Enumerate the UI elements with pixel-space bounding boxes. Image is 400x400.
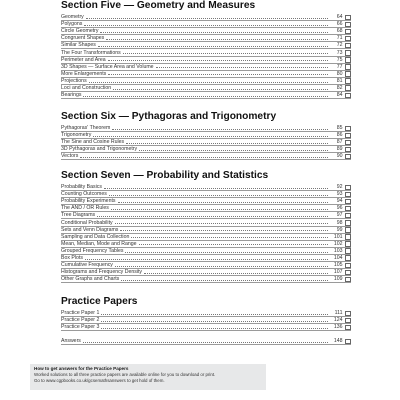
entry-label: The Sine and Cosine Rules (61, 139, 125, 146)
dot-leader (115, 266, 328, 267)
entry-label: Box Plots (61, 255, 83, 262)
dot-leader (118, 202, 328, 203)
toc-entry[interactable] (61, 139, 351, 146)
section-five (61, 0, 351, 99)
tick-box[interactable] (345, 339, 352, 345)
contents-page (61, 0, 351, 400)
entry-label: Bearings (61, 92, 82, 99)
toc-entry[interactable] (61, 184, 351, 191)
entry-page: 97 (336, 212, 343, 219)
toc-entry[interactable] (61, 198, 351, 205)
toc-entry[interactable] (61, 35, 351, 42)
entry-page: 80 (336, 70, 343, 77)
dot-leader (98, 46, 328, 47)
entry-page: 104 (333, 255, 343, 262)
entry-page: 75 (336, 56, 343, 63)
entry-page: 101 (333, 233, 343, 240)
toc-entry[interactable] (61, 227, 351, 234)
dot-leader (89, 82, 328, 83)
dot-leader (139, 244, 328, 245)
tick-box[interactable] (345, 227, 352, 233)
dot-leader (104, 188, 328, 189)
entry-page: 111 (334, 310, 343, 317)
entry-page: 98 (336, 219, 343, 226)
entry-label: Conditional Probability (61, 219, 113, 226)
entry-label: Grouped Frequency Tables (61, 247, 124, 254)
dot-leader (121, 280, 327, 281)
entry-label: Mean, Median, Mode and Range (61, 240, 137, 247)
entry-page: 86 (336, 132, 343, 139)
entry-page: 93 (336, 191, 343, 198)
section-title: Practice Papers (61, 296, 138, 307)
entry-label: Congruent Shapes (61, 35, 105, 42)
entry-page: 87 (336, 139, 343, 146)
dot-leader (112, 129, 327, 130)
toc-entry[interactable] (61, 324, 351, 331)
toc-entry[interactable] (61, 276, 351, 283)
entry-page: 96 (336, 205, 343, 212)
dot-leader (115, 223, 328, 224)
entry-label: Practice Paper 3 (61, 324, 100, 331)
toc-entry[interactable] (61, 212, 351, 219)
toc-entry[interactable] (61, 21, 351, 28)
toc-entry[interactable] (61, 262, 351, 269)
entry-label: Probability Basics (61, 184, 102, 191)
toc-entry[interactable] (61, 92, 351, 99)
entry-page: 77 (336, 63, 343, 70)
entry-page: 124 (333, 317, 343, 324)
tick-box[interactable] (345, 263, 352, 269)
entry-page: 66 (336, 21, 343, 28)
info-box-line: Go to www.cgpbooks.co.uk/gcsemathsanswers to get hold of them. (34, 377, 165, 383)
entry-page: 73 (336, 49, 343, 56)
dot-leader (109, 195, 328, 196)
tick-box[interactable] (345, 220, 352, 226)
section-six (61, 111, 351, 160)
dot-leader (93, 136, 327, 137)
toc-entry[interactable] (61, 241, 351, 248)
section-title: Section Six — Pythagoras and Trigonometry (61, 111, 277, 122)
toc-entry[interactable] (61, 85, 351, 92)
entry-label: Sets and Venn Diagrams (61, 226, 119, 233)
toc-entry[interactable] (61, 248, 351, 255)
toc-entry[interactable] (61, 14, 351, 21)
dot-leader (101, 321, 327, 322)
tick-box[interactable] (345, 133, 352, 139)
toc-entry[interactable] (61, 219, 351, 226)
dot-leader (113, 89, 327, 90)
practice-papers-section (61, 296, 351, 331)
tick-box[interactable] (345, 248, 352, 254)
tick-box[interactable] (345, 71, 352, 77)
tick-box[interactable] (345, 206, 352, 212)
entry-label: Counting Outcomes (61, 191, 107, 198)
answers-section (61, 338, 351, 345)
entry-page: 105 (333, 262, 343, 269)
dot-leader (97, 216, 327, 217)
toc-entry[interactable] (61, 146, 351, 153)
toc-entry[interactable] (61, 191, 351, 198)
entry-label: More Enlargements (61, 70, 107, 77)
tick-box[interactable] (345, 234, 352, 240)
tick-box[interactable] (345, 147, 352, 153)
entry-label: Vectors (61, 153, 79, 160)
entry-page: 109 (333, 276, 343, 283)
entry-label: Cumulative Frequency (61, 262, 113, 269)
entry-label: 3D Pythagoras and Trigonometry (61, 146, 138, 153)
toc-entry[interactable] (61, 234, 351, 241)
entry-list (61, 14, 351, 99)
toc-entry[interactable] (61, 310, 351, 317)
section-seven (61, 170, 351, 283)
tick-box[interactable] (345, 318, 352, 324)
toc-entry[interactable] (61, 317, 351, 324)
toc-entry[interactable] (61, 57, 351, 64)
entry-label: Answers (61, 338, 81, 345)
tick-box[interactable] (345, 43, 352, 49)
entry-label: Practice Paper 2 (61, 317, 100, 324)
dot-leader (83, 342, 328, 343)
toc-entry[interactable] (61, 71, 351, 78)
entry-label: Pythagoras' Theorem (61, 125, 111, 132)
entry-list (61, 125, 351, 160)
dot-leader (131, 237, 327, 238)
dot-leader (126, 143, 327, 144)
toc-entry[interactable] (61, 205, 351, 212)
tick-box[interactable] (345, 64, 352, 70)
entry-label: 3D Shapes — Surface Area and Volume (61, 63, 154, 70)
entry-page: 64 (336, 14, 343, 21)
tick-box[interactable] (345, 325, 352, 331)
entry-label: Circle Geometry (61, 28, 99, 35)
entry-label: Practice Paper 1 (61, 310, 100, 317)
toc-entry[interactable] (61, 28, 351, 35)
entry-page: 68 (336, 28, 343, 35)
tick-box[interactable] (345, 29, 352, 35)
entry-page: 89 (336, 146, 343, 153)
tick-box[interactable] (345, 185, 352, 191)
entry-label: Loci and Construction (61, 85, 112, 92)
entry-label: Geometry (61, 14, 84, 21)
entry-label: Perimeter and Area (61, 56, 106, 63)
dot-leader (108, 74, 327, 75)
dot-leader (108, 60, 328, 61)
tick-box[interactable] (345, 57, 352, 63)
entry-page: 81 (336, 77, 343, 84)
tick-box[interactable] (345, 93, 352, 99)
tick-box[interactable] (345, 36, 352, 42)
toc-entry[interactable] (61, 153, 351, 160)
section-title: Section Seven — Probability and Statistics (61, 170, 269, 181)
toc-entry[interactable] (61, 125, 351, 132)
entry-page: 90 (336, 153, 343, 160)
tick-box[interactable] (345, 277, 352, 283)
toc-entry[interactable] (61, 338, 351, 345)
tick-box[interactable] (345, 213, 352, 219)
entry-label: Tree Diagrams (61, 212, 96, 219)
entry-page: 102 (333, 240, 343, 247)
entry-page: 71 (336, 35, 343, 42)
entry-page: 84 (336, 92, 343, 99)
entry-page: 103 (333, 247, 343, 254)
toc-entry[interactable] (61, 78, 351, 85)
entry-page: 92 (336, 184, 343, 191)
entry-list (61, 310, 351, 331)
entry-page: 72 (336, 42, 343, 49)
entry-label: The Four Transformations (61, 49, 121, 56)
dot-leader (101, 314, 327, 315)
entry-page: 99 (336, 226, 343, 233)
entry-page: 85 (336, 125, 343, 132)
dot-leader (111, 209, 328, 210)
entry-label: Trigonometry (61, 132, 92, 139)
toc-entry[interactable] (61, 255, 351, 262)
dot-leader (83, 96, 327, 97)
tick-box[interactable] (345, 140, 352, 146)
tick-box[interactable] (345, 85, 352, 91)
tick-box[interactable] (345, 50, 352, 56)
entry-label: The AND / OR Rules (61, 205, 109, 212)
entry-label: Sampling and Data Collection (61, 233, 130, 240)
tick-box[interactable] (345, 255, 352, 261)
dot-leader (156, 67, 328, 68)
dot-leader (86, 18, 328, 19)
entry-label: Histograms and Frequency Density (61, 269, 143, 276)
tick-box[interactable] (345, 126, 352, 132)
tick-box[interactable] (345, 192, 352, 198)
entry-page: 94 (336, 198, 343, 205)
toc-entry[interactable] (61, 49, 351, 56)
toc-entry[interactable] (61, 42, 351, 49)
tick-box[interactable] (345, 311, 352, 317)
dot-leader (84, 25, 327, 26)
tick-box[interactable] (345, 199, 352, 205)
entry-page: 82 (336, 85, 343, 92)
entry-page: 148 (333, 338, 343, 345)
entry-page: 107 (333, 269, 343, 276)
toc-entry[interactable] (61, 269, 351, 276)
dot-leader (80, 157, 327, 158)
tick-box[interactable] (345, 15, 352, 21)
entry-label: Polygons (61, 21, 83, 28)
dot-leader (100, 32, 327, 33)
dot-leader (101, 328, 327, 329)
tick-box[interactable] (345, 270, 352, 276)
toc-entry[interactable] (61, 64, 351, 71)
entry-label: Similar Shapes (61, 42, 96, 49)
dot-leader (120, 230, 327, 231)
dot-leader (139, 150, 327, 151)
entry-label: Projections (61, 77, 87, 84)
info-box-title: How to get answers for the Practice Papers (34, 366, 129, 371)
entry-page: 136 (333, 324, 343, 331)
tick-box[interactable] (345, 22, 352, 28)
toc-entry[interactable] (61, 132, 351, 139)
dot-leader (125, 252, 327, 253)
answers-info-box (30, 364, 266, 390)
info-box-line: Worked solutions to all three practice papers are available online for you to download or print. (34, 372, 216, 377)
dot-leader (85, 259, 328, 260)
dot-leader (144, 273, 327, 274)
tick-box[interactable] (345, 241, 352, 247)
entry-label: Probability Experiments (61, 198, 116, 205)
entry-label: Other Graphs and Charts (61, 276, 120, 283)
section-title: Section Five — Geometry and Measures (61, 0, 256, 11)
dot-leader (106, 39, 327, 40)
tick-box[interactable] (345, 78, 352, 84)
tick-box[interactable] (345, 154, 352, 160)
dot-leader (123, 53, 328, 54)
entry-list (61, 184, 351, 283)
